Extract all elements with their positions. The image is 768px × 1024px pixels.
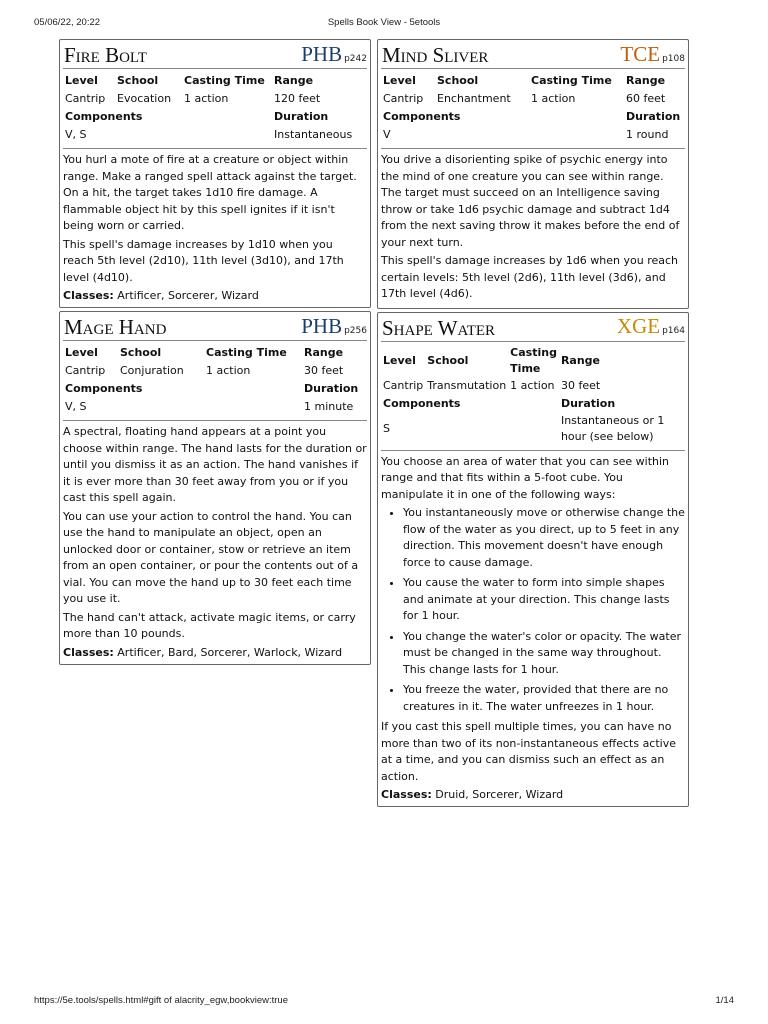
print-url: https://5e.tools/spells.html#gift of alacrity_egw,bookview:true [34,995,288,1006]
casting-time-value: 1 action [206,364,251,377]
source-page: p164 [662,326,685,336]
duration-label: Duration [274,110,329,123]
print-datetime: 05/06/22, 20:22 [34,17,101,28]
casting-time-label: Casting Time [510,345,557,375]
classes-value[interactable]: Artificer, Sorcerer, Wizard [117,289,259,302]
spell-name: Shape Water [382,315,496,340]
list-item: • You freeze the water, provided that there are no creatures in it. The water unfreezes in 1 hour. [403,682,685,715]
school-value: Evocation [117,92,172,105]
spell-description: You can use your action to control the hand. You can use the hand to manipulate an object, open an unlocked door or container, stow or retrieve an item from an open container, or pour the contents out of a vial. You can move the hand up to 30 feet each time you use it. [63,509,359,605]
spell-scaling: This spell's damage increases by 1d10 when you reach 5th level (2d10), 11th level (3d10), and 17th level (4d10). [63,237,344,284]
range-label: Range [560,353,601,367]
classes-value[interactable]: Artificer, Bard, Sorcerer, Warlock, Wizard [117,645,343,659]
spell-card-mage-hand [59,311,371,665]
range-value: 120 feet [274,92,321,105]
spell-card-fire-bolt [59,39,371,308]
level-value: Cantrip [383,378,424,392]
level-value: Cantrip [65,92,106,105]
spell-name: Mage Hand [64,315,167,339]
duration-value: 1 minute [304,400,354,413]
casting-time-value: 1 action [510,378,555,392]
school-label: School [117,74,159,87]
spell-scaling: This spell's damage increases by 1d6 when you reach certain levels: 5th level (2d6), 11th level (3d6), and 17th level (4d6). [381,254,679,300]
range-label: Range [304,346,344,359]
spell-classes [63,645,367,661]
spell-name: Mind Sliver [382,43,489,67]
list-item: • You change the water's color or opacity. The water must be changed in the same way throughout. This change lasts for 1 hour. [403,629,685,679]
range-value: 30 feet [304,364,344,377]
school-value: Conjuration [120,364,184,377]
spell-source[interactable] [301,42,367,67]
divider [63,148,367,149]
source-abbreviation[interactable]: PHB [301,313,343,338]
classes-label: Classes: [381,788,432,801]
divider [381,450,685,451]
spell-description: You hurl a mote of fire at a creature or object within range. Make a ranged spell attack against the target. On a hit, the target takes 1d10 fire damage. A flammable object hit by this spell ignites if it isn't being worn or carried. [63,153,357,232]
classes-label: Classes: [63,645,114,659]
spell-source[interactable] [301,314,367,339]
spell-description: You drive a disorienting spike of psychic energy into the mind of one creature you can see within range. The target must succeed on an Intelligence saving throw or take 1d6 psychic damage and subtract 1d4 from the next saving throw it makes before the end of your next turn. [381,153,680,249]
spell-description: The hand can't attack, activate magic items, or carry more than 10 pounds. [63,610,356,640]
classes-label: Classes: [63,289,114,302]
duration-value: Instantaneous or 1 hour (see below) [560,413,665,443]
spell-name: Fire Bolt [64,43,147,67]
spell-source[interactable] [620,42,685,67]
spell-source[interactable] [617,314,685,339]
print-footer [34,994,734,1008]
spell-description: If you cast this spell multiple times, you can have no more than two of its non-instantaneous effects active at a time, and you can dismiss such an effect as an action. [381,720,677,783]
components-label: Components [65,382,143,395]
school-value: Transmutation [427,378,507,392]
duration-value: 1 round [626,128,669,141]
source-page: p108 [662,53,685,64]
spell-stats-table [63,72,367,144]
casting-time-label: Casting Time [206,346,287,359]
components-value: S [383,422,390,435]
divider [63,420,367,421]
level-label: Level [65,74,98,87]
spell-header [63,40,367,69]
range-label: Range [626,74,666,87]
spell-stats-table [381,345,685,446]
source-page: p256 [344,325,367,336]
components-label: Components [65,110,143,123]
duration-label: Duration [304,382,359,395]
print-title: Spells Book View - 5etools [327,17,441,28]
spell-classes [63,288,367,304]
level-label: Level [65,346,98,359]
spell-classes [381,787,685,803]
right-column [377,39,689,810]
spell-header [381,40,685,69]
spell-description: You choose an area of water that you can see within range and that fits within a 5-foot cube. You manipulate it in one of the following ways: [381,454,670,501]
divider [381,148,685,149]
level-label: Level [383,74,416,87]
print-page-number: 1/14 [715,995,734,1006]
list-item: • You cause the water to form into simple shapes and animate at your direction. This change lasts for 1 hour. [403,575,685,625]
spell-header [63,312,367,341]
source-page: p242 [344,53,367,64]
duration-label: Duration [626,110,681,123]
source-abbreviation[interactable]: XGE [616,314,661,338]
casting-time-label: Casting Time [184,74,265,87]
level-value: Cantrip [65,364,106,377]
spell-stats-table [381,72,685,144]
components-label: Components [383,396,461,410]
spell-stats-table [63,344,367,416]
components-value: V, S [65,400,87,413]
school-value: Enchantment [437,92,511,105]
spell-header [381,313,685,342]
duration-label: Duration [560,396,616,410]
source-abbreviation[interactable]: TCE [620,41,661,66]
school-label: School [437,74,479,87]
duration-value: Instantaneous [274,128,353,141]
range-value: 30 feet [560,378,601,392]
range-value: 60 feet [626,92,666,105]
list-item: • You instantaneously move or otherwise change the flow of the water as you direct, up to 5 feet in any direction. This movement doesn't have enough force to cause damage. [403,505,685,571]
classes-value[interactable]: Druid, Sorcerer, Wizard [435,788,564,801]
level-value: Cantrip [383,92,424,105]
print-header [34,16,734,30]
level-label: Level [383,353,416,367]
casting-time-label: Casting Time [531,74,612,87]
components-value: V [383,128,391,141]
spell-card-mind-sliver [377,39,689,309]
casting-time-value: 1 action [184,92,229,105]
components-value: V, S [65,128,87,141]
source-abbreviation[interactable]: PHB [301,41,343,66]
casting-time-value: 1 action [531,92,576,105]
school-label: School [427,353,469,367]
range-label: Range [274,74,314,87]
school-label: School [120,346,162,359]
spell-description: A spectral, floating hand appears at a point you choose within range. The hand lasts for the duration or until you dismiss it as an action. The hand vanishes if it is ever more than 30 feet away from you or if you cast this spell again. [63,425,367,504]
components-label: Components [383,110,461,123]
effect-list [381,505,685,715]
spell-card-shape-water [377,312,689,808]
left-column [59,39,371,668]
